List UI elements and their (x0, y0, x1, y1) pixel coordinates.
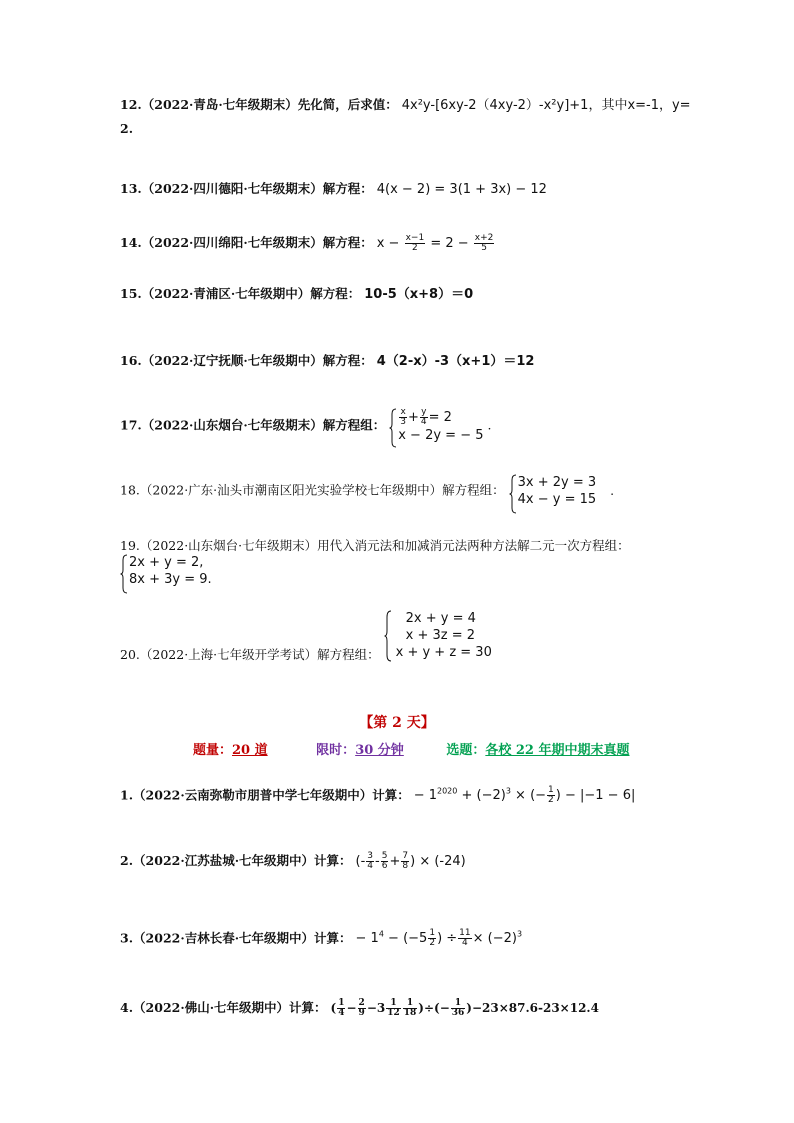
question-lead: 14.（2022·四川绵阳·七年级期末）解方程： (120, 235, 373, 250)
expr-part: − 1 (355, 931, 379, 947)
expr-part: ) − |−1 − 6| (555, 788, 636, 804)
question-expression: 4(x − 2) = 3(1 + 3x) − 12 (376, 182, 547, 197)
fraction (366, 852, 374, 871)
expr-part: − (−5 (383, 931, 428, 947)
question-expression (330, 998, 599, 1018)
question-expression: 4（2-x）-3（x+1）＝12 (376, 354, 535, 369)
question-19-system (120, 554, 212, 588)
exponent: 3 (516, 930, 523, 939)
question-lead: 1.（2022·云南弥勒市朋普中学七年级期中）计算： (120, 787, 410, 803)
numerator: y (421, 407, 427, 417)
fraction (386, 999, 401, 1018)
numerator: 1 (403, 999, 418, 1009)
expr-part: − 1 (413, 788, 437, 804)
question-18 (120, 474, 614, 508)
equation-system (509, 474, 597, 508)
section-meta (193, 739, 630, 758)
question-lead: 12.（2022·青岛·七年级期末）先化简，后求值： (120, 97, 398, 112)
numerator: 11 (459, 928, 471, 939)
numerator: x (400, 407, 406, 417)
question-expression: 10-5（x+8）＝0 (364, 287, 474, 302)
fraction (428, 929, 436, 948)
expr-part: = 2 (428, 410, 452, 425)
question-lead: 2.（2022·江苏盐城·七年级期中）计算： (120, 853, 352, 868)
question-16 (120, 353, 534, 370)
equation-row: $\frac{x}{3}$ + $\frac{y}{4}$ = 2 (400, 407, 452, 427)
denominator: 2 (429, 938, 436, 949)
exponent: 2020 (436, 787, 458, 796)
equation-row: x + 3z = 2 (405, 628, 475, 643)
equation-row: 8x + 3y = 9. (129, 572, 212, 587)
operator: - (375, 854, 380, 869)
denominator: 3 (400, 417, 406, 427)
fraction (358, 999, 366, 1018)
question-lead: 19.（2022·山东烟台·七年级期末）用代入消元法和加减消元法两种方法解二元一次方程组： (120, 538, 630, 553)
numerator: 1 (451, 999, 466, 1009)
equation-row: 2x + y = 2, (129, 555, 204, 570)
denominator: 2 (412, 243, 418, 253)
numerator: 1 (386, 999, 401, 1009)
denominator: 4 (338, 1008, 345, 1018)
day2-question-3 (120, 927, 522, 948)
numerator: x−1 (405, 233, 425, 243)
fraction (451, 999, 466, 1018)
question-12-continuation: 2. (120, 121, 134, 136)
equation-row: 4x − y = 15 (517, 492, 597, 507)
brace-icon (120, 554, 128, 594)
expr-part: )÷(− (418, 1001, 450, 1015)
question-lead: 18.（2022·广东·汕头市潮南区阳光实验学校七年级期中）解方程组： (120, 482, 505, 498)
question-15 (120, 286, 473, 303)
expr-part: (- (355, 854, 366, 869)
equation-row: 3x + 2y = 3 (517, 475, 597, 490)
question-20 (120, 610, 492, 663)
question-expression (376, 233, 496, 253)
expr-part: ) ÷ (437, 931, 458, 947)
fraction (403, 999, 418, 1018)
question-lead: 16.（2022·辽宁抚顺·七年级期中）解方程： (120, 353, 373, 368)
fraction (405, 234, 426, 253)
day2-question-2 (120, 852, 466, 871)
question-lead: 13.（2022·四川德阳·七年级期末）解方程： (120, 181, 373, 196)
question-expression: 4x²y-[6xy-2（4xy-2）-x²y]+1，其中x=-1，y= (401, 98, 691, 113)
equation-row: 2x + y = 4 (405, 611, 476, 626)
day2-question-4 (120, 999, 599, 1018)
expr-part: x − (376, 236, 400, 251)
fraction (458, 929, 471, 948)
question-lead: 17.（2022·山东烟台·七年级期末）解方程组： (120, 417, 386, 433)
numerator: 1 (338, 998, 345, 1008)
numerator: 1 (429, 928, 436, 939)
equation-row: x − 2y = − 5 (398, 428, 484, 443)
expr-part: × (−2) (472, 931, 517, 947)
fraction (337, 999, 345, 1018)
expr-part: ) × (-24) (410, 854, 466, 869)
denominator: 4 (367, 861, 374, 871)
brace-icon (384, 610, 392, 662)
time-value: 30 分钟 (355, 743, 404, 758)
question-lead: 15.（2022·青浦区·七年级期中）解方程： (120, 286, 361, 301)
denominator: 4 (420, 417, 427, 427)
denominator: 12 (387, 1008, 400, 1018)
source-value: 各校 22 年期中期末真题 (485, 743, 630, 758)
operator: + (389, 854, 401, 869)
question-expression (355, 851, 466, 871)
fraction (474, 234, 495, 253)
numerator: x+2 (474, 233, 494, 243)
question-12 (120, 97, 691, 114)
fraction (401, 852, 409, 871)
source-label: 选题： (446, 743, 486, 758)
exponent: 3 (505, 787, 511, 796)
numerator: 7 (402, 851, 409, 861)
question-17 (120, 408, 491, 444)
question-lead: 20.（2022·上海·七年级开学考试）解方程组： (120, 647, 380, 662)
denominator: 4 (462, 938, 468, 949)
question-lead: 3.（2022·吉林长春·七年级期中）计算： (120, 930, 352, 946)
denominator: 2 (548, 795, 554, 806)
question-expression (355, 928, 523, 949)
fraction (420, 408, 428, 427)
question-lead: 4.（2022·佛山·七年级期中）计算： (120, 1000, 327, 1015)
equation-row: x + y + z = 30 (395, 645, 492, 660)
punctuation: . (610, 482, 615, 498)
numerator: 2 (358, 998, 365, 1008)
question-expression (413, 785, 636, 806)
operator: − (346, 1001, 357, 1015)
punctuation: . (487, 417, 492, 433)
denominator: 8 (402, 861, 409, 871)
time-label: 限时： (316, 743, 356, 758)
denominator: 6 (381, 861, 388, 871)
fraction (547, 786, 555, 805)
question-14 (120, 234, 495, 253)
expr-part: + (−2) (457, 788, 506, 804)
equation-system (384, 610, 492, 661)
expr-part: = 2 − (430, 236, 469, 251)
denominator: 5 (481, 243, 487, 253)
numerator: 5 (381, 851, 388, 861)
day2-question-1 (120, 784, 635, 805)
expr-part: × (− (510, 788, 547, 804)
count-label: 题量： (193, 743, 233, 758)
brace-icon (389, 408, 397, 448)
equation-system (389, 408, 483, 444)
question-13 (120, 181, 547, 198)
denominator: 18 (403, 1008, 417, 1018)
operator: −3 (366, 1001, 386, 1015)
fraction (399, 408, 407, 427)
numerator: 3 (367, 851, 374, 861)
question-19 (120, 538, 630, 554)
count-value: 20 道 (232, 743, 268, 758)
denominator: 36 (451, 1008, 465, 1018)
denominator: 9 (358, 1008, 365, 1018)
expr-part: ( (330, 1001, 337, 1015)
expr-part: )−23×87.6-23×12.4 (466, 1001, 599, 1015)
numerator: 1 (548, 785, 554, 796)
equation-system (120, 554, 212, 588)
section-title: 【第 2 天】 (359, 715, 435, 731)
fraction (381, 852, 389, 871)
brace-icon (509, 474, 517, 514)
exponent: 4 (378, 930, 384, 939)
